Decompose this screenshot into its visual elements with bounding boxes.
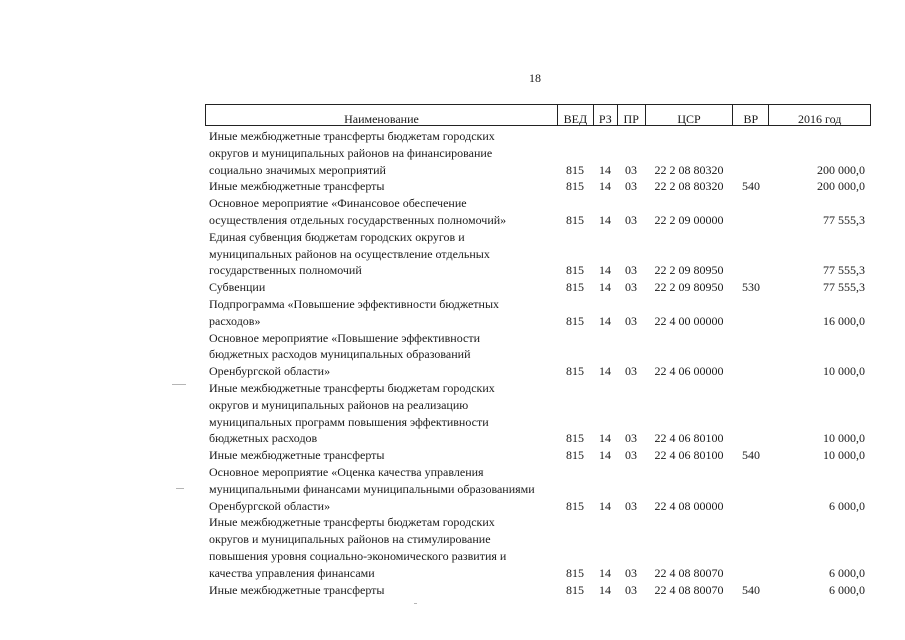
cell-pr: 03 (625, 431, 637, 446)
row-name-line: муниципальными финансами муниципальными образованиями (209, 481, 535, 496)
row-name-line: социально значимых мероприятий (209, 162, 386, 177)
row-name-line: Единая субвенция бюджетам городских округов и (209, 229, 465, 244)
row-name-line: Подпрограмма «Повышение эффективности бюджетных (209, 296, 500, 311)
row-name (205, 178, 557, 195)
table-row (205, 229, 871, 279)
row-name-line: Основное мероприятие «Повышение эффективности (209, 330, 480, 345)
table-row (205, 464, 871, 514)
table-row (205, 296, 871, 330)
cell-ved: 815 (566, 280, 584, 295)
row-name-line: Субвенции (209, 280, 266, 295)
cell-ved: 815 (566, 313, 584, 328)
header-vr: ВР (732, 105, 768, 125)
row-name-line: округов и муниципальных районов на финансирование (209, 145, 493, 160)
row-name (205, 447, 557, 464)
row-name-line: Иные межбюджетные трансферты (209, 582, 385, 597)
cell-pr: 03 (625, 280, 637, 295)
cell-sum: 10 000,0 (823, 364, 865, 379)
cell-sum: 16 000,0 (823, 313, 865, 328)
row-name (205, 279, 557, 296)
header-pr: ПР (617, 105, 645, 125)
row-name (205, 380, 557, 447)
table-header (205, 104, 871, 126)
cell-ved: 815 (566, 162, 584, 177)
row-name-line: качества управления финансами (209, 565, 375, 580)
row-name-line: государственных полномочий (209, 263, 362, 278)
header-csr: ЦСР (645, 105, 733, 125)
cell-rz: 14 (599, 565, 611, 580)
cell-csr: 22 4 08 80070 (654, 565, 724, 580)
row-name-line: бюджетных расходов (209, 431, 318, 446)
cell-sum: 77 555,3 (823, 263, 865, 278)
cell-sum: 6 000,0 (829, 565, 865, 580)
row-name-line: муниципальных районов на осуществление отдельных (209, 246, 490, 261)
cell-ved: 815 (566, 212, 584, 227)
cell-sum: 10 000,0 (823, 448, 865, 463)
cell-rz: 14 (599, 212, 611, 227)
header-sum: 2016 год (768, 105, 870, 125)
row-name (205, 128, 557, 178)
cell-sum: 6 000,0 (829, 582, 865, 597)
cell-csr: 22 4 08 80070 (654, 582, 724, 597)
row-name-line: расходов» (209, 313, 261, 328)
cell-pr: 03 (625, 582, 637, 597)
cell-csr: 22 2 09 80950 (654, 263, 724, 278)
cell-ved: 815 (566, 448, 584, 463)
cell-vr: 530 (742, 280, 760, 295)
cell-rz: 14 (599, 313, 611, 328)
cell-sum: 77 555,3 (823, 212, 865, 227)
row-name (205, 229, 557, 279)
cell-vr: 540 (742, 448, 760, 463)
cell-rz: 14 (599, 364, 611, 379)
table-row (205, 128, 871, 178)
cell-rz: 14 (599, 498, 611, 513)
cell-pr: 03 (625, 565, 637, 580)
row-name-line: Иные межбюджетные трансферты бюджетам городских (209, 380, 495, 395)
cell-pr: 03 (625, 364, 637, 379)
cell-csr: 22 4 08 00000 (654, 498, 724, 513)
cell-pr: 03 (625, 448, 637, 463)
row-name (205, 582, 557, 599)
cell-csr: 22 4 06 80100 (654, 431, 724, 446)
row-name-line: округов и муниципальных районов на реализацию (209, 397, 469, 412)
scan-mark (414, 603, 417, 604)
cell-csr: 22 4 06 00000 (654, 364, 724, 379)
row-name (205, 195, 557, 229)
cell-ved: 815 (566, 498, 584, 513)
cell-rz: 14 (599, 582, 611, 597)
table-body (205, 128, 871, 598)
cell-pr: 03 (625, 313, 637, 328)
cell-csr: 22 2 09 80950 (654, 280, 724, 295)
cell-sum: 77 555,3 (823, 280, 865, 295)
row-name (205, 514, 557, 581)
table-row (205, 279, 871, 296)
cell-sum: 200 000,0 (817, 179, 865, 194)
cell-csr: 22 4 00 00000 (654, 313, 724, 328)
row-name-line: бюджетных расходов муниципальных образований (209, 347, 471, 362)
scan-mark (176, 488, 184, 489)
cell-ved: 815 (566, 364, 584, 379)
row-name-line: осуществления отдельных государственных полномочий» (209, 212, 507, 227)
cell-rz: 14 (599, 263, 611, 278)
header-name: Наименование (344, 112, 419, 125)
table-row (205, 178, 871, 195)
table-row (205, 330, 871, 380)
row-name (205, 296, 557, 330)
cell-vr: 540 (742, 582, 760, 597)
header-ved: ВЕД (557, 105, 593, 125)
row-name-line: Основное мероприятие «Финансовое обеспечение (209, 196, 467, 211)
row-name-line: Иные межбюджетные трансферты (209, 448, 385, 463)
row-name-line: Иные межбюджетные трансферты бюджетам городских (209, 515, 495, 530)
budget-table (205, 104, 871, 598)
cell-rz: 14 (599, 162, 611, 177)
cell-ved: 815 (566, 431, 584, 446)
row-name-line: Иные межбюджетные трансферты (209, 179, 385, 194)
table-row (205, 380, 871, 447)
scan-mark (172, 384, 186, 385)
cell-pr: 03 (625, 498, 637, 513)
cell-ved: 815 (566, 582, 584, 597)
table-row (205, 514, 871, 581)
row-name-line: повышения уровня социально-экономического развития и (209, 548, 507, 563)
cell-rz: 14 (599, 448, 611, 463)
table-row (205, 195, 871, 229)
cell-csr: 22 2 08 80320 (654, 162, 724, 177)
cell-rz: 14 (599, 431, 611, 446)
table-row (205, 582, 871, 599)
cell-sum: 10 000,0 (823, 431, 865, 446)
cell-rz: 14 (599, 280, 611, 295)
cell-sum: 200 000,0 (817, 162, 865, 177)
cell-ved: 815 (566, 565, 584, 580)
row-name-line: Основное мероприятие «Оценка качества управления (209, 464, 484, 479)
cell-ved: 815 (566, 179, 584, 194)
cell-vr: 540 (742, 179, 760, 194)
row-name-line: муниципальных программ повышения эффективности (209, 414, 489, 429)
cell-pr: 03 (625, 162, 637, 177)
row-name-line: Оренбургской области» (209, 498, 331, 513)
row-name (205, 330, 557, 380)
cell-csr: 22 2 08 80320 (654, 179, 724, 194)
header-rz: РЗ (593, 105, 617, 125)
cell-pr: 03 (625, 212, 637, 227)
cell-csr: 22 2 09 00000 (654, 212, 724, 227)
row-name-line: Иные межбюджетные трансферты бюджетам городских (209, 129, 495, 143)
row-name-line: Оренбургской области» (209, 364, 331, 379)
cell-csr: 22 4 06 80100 (654, 448, 724, 463)
row-name (205, 464, 557, 514)
cell-pr: 03 (625, 179, 637, 194)
cell-rz: 14 (599, 179, 611, 194)
table-row (205, 447, 871, 464)
cell-pr: 03 (625, 263, 637, 278)
row-name-line: округов и муниципальных районов на стимулирование (209, 532, 491, 547)
cell-ved: 815 (566, 263, 584, 278)
cell-sum: 6 000,0 (829, 498, 865, 513)
page-number: 18 (529, 71, 541, 85)
